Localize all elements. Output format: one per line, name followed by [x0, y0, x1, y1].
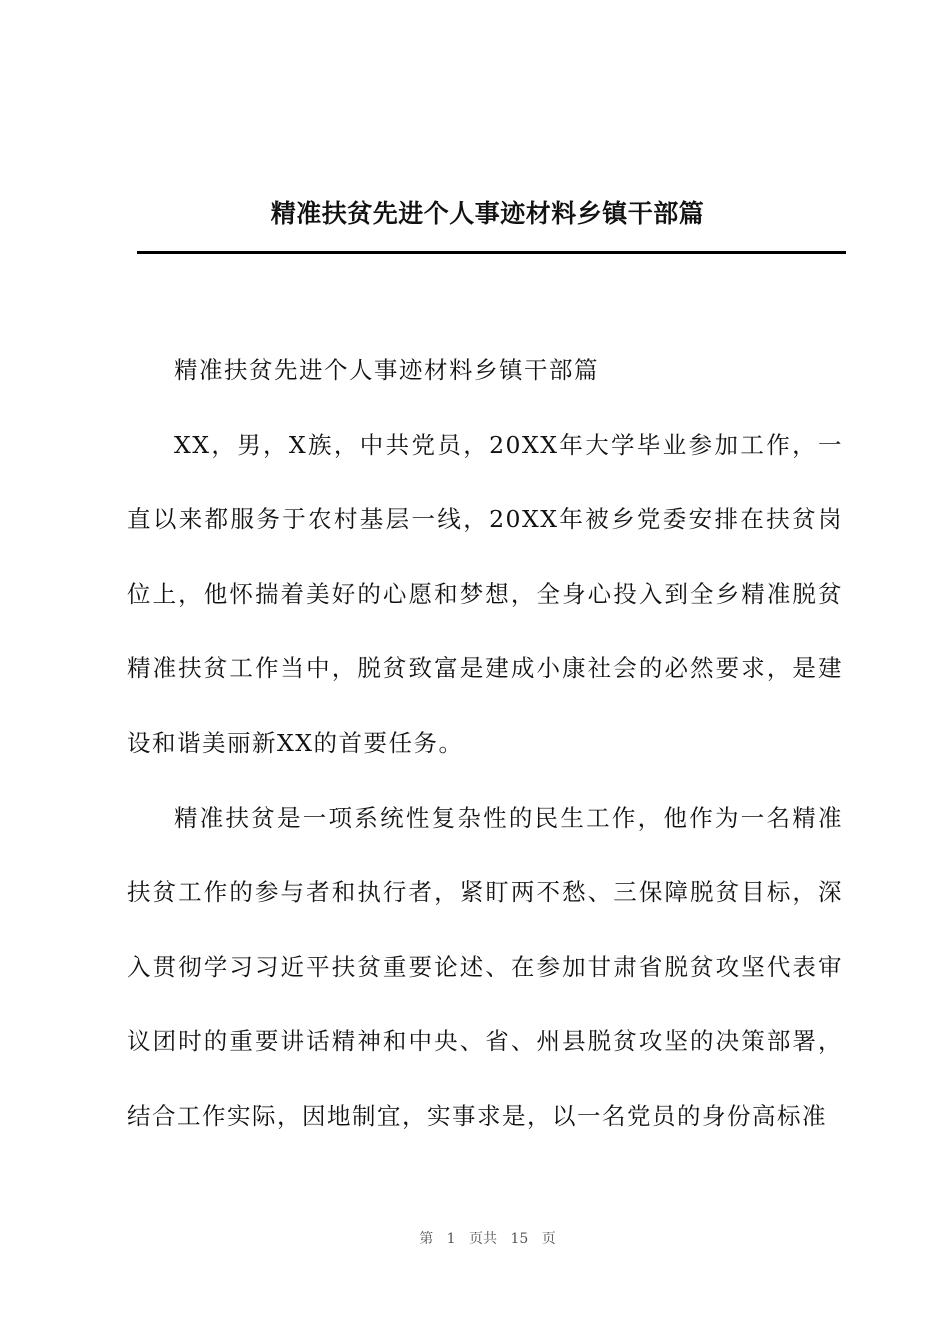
title-underline-rule	[137, 251, 846, 254]
document-title: 精准扶贫先进个人事迹材料乡镇干部篇	[270, 199, 705, 228]
body-paragraph: 精准扶贫先进个人事迹材料乡镇干部篇	[174, 356, 599, 384]
body-paragraph: XX，男，X族，中共党员，20XX年大学毕业参加工作，一直以来都服务于农村基层一线，20XX年被乡党委安排在扶贫岗位上，他怀揣着美好的心愿和梦想，全身心投入到全乡精准脱贫精准扶贫工作当中，脱贫致富是建成小康社会的必然要求，是建设和谐美丽新XX的首要任务。	[127, 430, 843, 757]
page-number-footer: 第 1 页共 15 页	[419, 1231, 556, 1247]
document-body	[127, 333, 843, 1154]
body-paragraph: 精准扶贫是一项系统性复杂性的民生工作，他作为一名精准扶贫工作的参与者和执行者，紧盯两不愁、三保障脱贫目标，深入贯彻学习习近平扶贫重要论述、在参加甘肃省脱贫攻坚代表审议团时的重要讲话精神和中央、省、州县脱贫攻坚的决策部署，结合工作实际，因地制宜，实事求是，以一名党员的身份高标准	[127, 803, 843, 1130]
